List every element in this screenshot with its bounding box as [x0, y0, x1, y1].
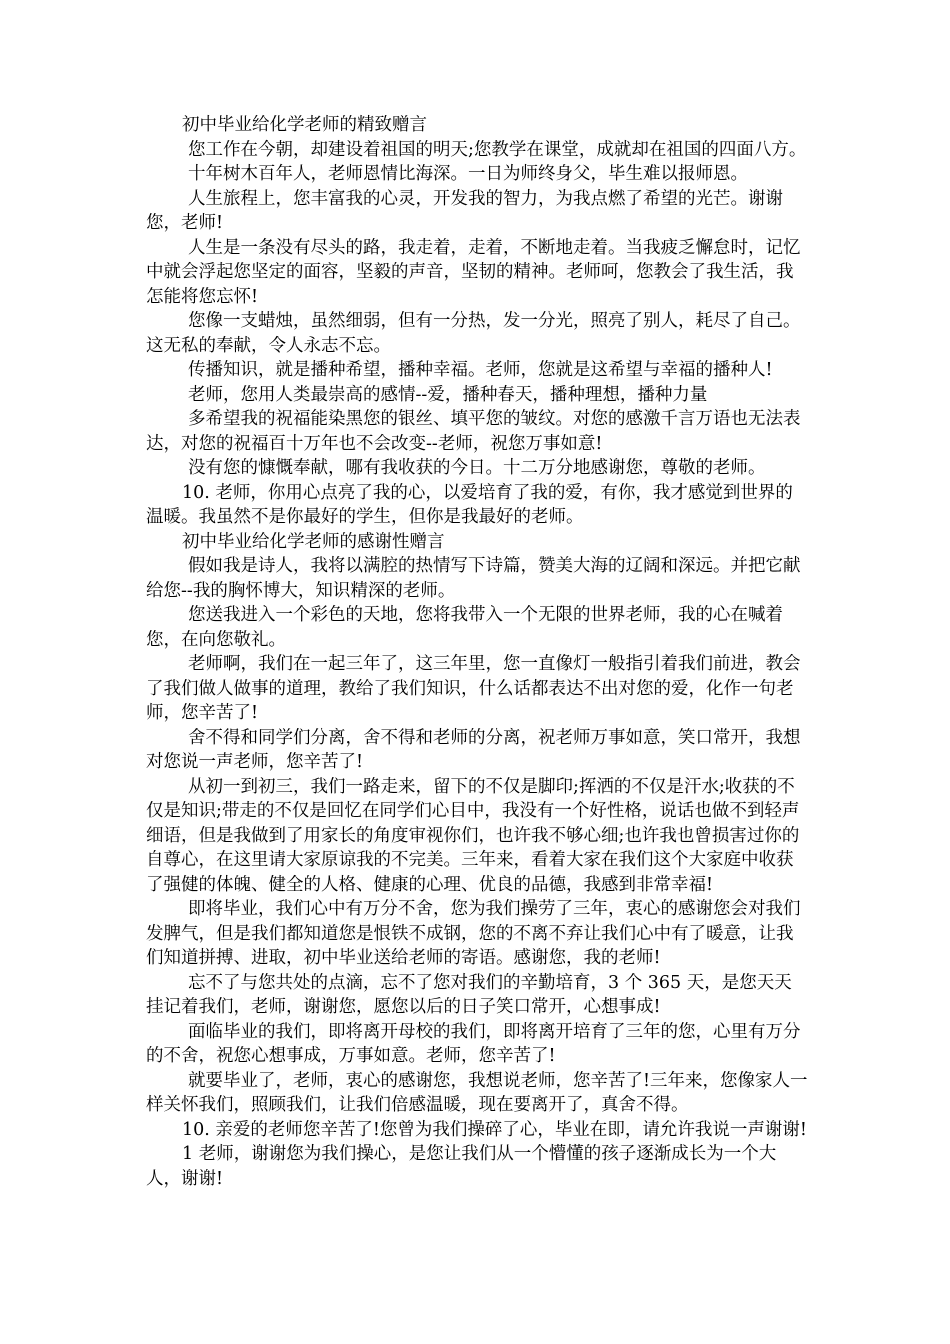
- paragraph: 多希望我的祝福能染黑您的银丝、填平您的皱纹。对您的感激千言万语也无法表达，对您的祝福百十万年也不会改变--老师，祝您万事如意!: [146, 409, 801, 454]
- paragraph: 1 老师，谢谢您为我们操心，是您让我们从一个懵懂的孩子逐渐成长为一个大人，谢谢!: [146, 1144, 777, 1189]
- paragraph: 假如我是诗人，我将以满腔的热情写下诗篇，赞美大海的辽阔和深远。并把它献给您--我的胸怀博大，知识精深的老师。: [146, 556, 801, 601]
- paragraph: 即将毕业，我们心中有万分不舍，您为我们操劳了三年，衷心的感谢您会对我们发脾气，但是我们都知道您是恨铁不成钢，您的不离不弃让我们心中有了暖意，让我们知道拼搏、进取，初中毕业送给老师的寄语。感谢您，我的老师!: [146, 899, 801, 968]
- paragraph: 人生是一条没有尽头的路，我走着，走着，不断地走着。当我疲乏懈怠时，记忆中就会浮起您坚定的面容，坚毅的声音，坚韧的精神。老师呵，您教会了我生活，我怎能将您忘怀!: [146, 237, 801, 307]
- paragraph: 舍不得和同学们分离，舍不得和老师的分离，祝老师万事如意，笑口常开，我想对您说一声老师，您辛苦了!: [146, 727, 801, 772]
- paragraph: 没有您的慷慨奉献，哪有我收获的今日。十二万分地感谢您，尊敬的老师。: [188, 458, 766, 478]
- paragraph: 您送我进入一个彩色的天地，您将我带入一个无限的世界老师，我的心在喊着您，在向您敬礼。: [146, 605, 783, 650]
- paragraph: 您工作在今朝，却建设着祖国的明天;您教学在课堂，成就却在祖国的四面八方。: [188, 139, 807, 160]
- document-body: [146, 113, 808, 1191]
- paragraph: 忘不了与您共处的点滴，忘不了您对我们的辛勤培育，3 个 365 天，是您天天挂记着我们，老师，谢谢您，愿您以后的日子笑口常开，心想事成!: [146, 972, 792, 1017]
- paragraph: 就要毕业了，老师，衷心的感谢您，我想说老师，您辛苦了!三年来，您像家人一样关怀我们，照顾我们，让我们倍感温暖，现在要离开了，真舍不得。: [146, 1070, 808, 1115]
- paragraph: 您像一支蜡烛，虽然细弱，但有一分热，发一分光，照亮了别人，耗尽了自己。这无私的奉献，令人永志不忘。: [146, 311, 801, 356]
- section-heading: 初中毕业给化学老师的精致赠言: [182, 115, 427, 135]
- paragraph: 人生旅程上，您丰富我的心灵，开发我的智力，为我点燃了希望的光芒。谢谢您，老师!: [146, 188, 783, 233]
- paragraph: 十年树木百年人，老师恩情比海深。一日为师终身父，毕生难以报师恩。: [188, 164, 748, 184]
- paragraph: 10. 亲爱的老师您辛苦了!您曾为我们操碎了心，毕业在即，请允许我说一声谢谢!: [182, 1119, 807, 1140]
- paragraph: 从初一到初三，我们一路走来，留下的不仅是脚印;挥洒的不仅是汗水;收获的不仅是知识;带走的不仅是回忆在同学们心目中，我没有一个好性格，说话也做不到轻声细语，但是我做到了用家长的角度审视你们，也许我不够心细;也许我也曾损害过你的自尊心，在这里请大家原谅我的不完美。三年来，看着大家在我们这个大家庭中收获了强健的体魄、健全的人格、健康的心理、优良的品德，我感到非常幸福!: [146, 776, 800, 895]
- paragraph: 老师，您用人类最崇高的感情--爱，播种春天，播种理想，播种力量: [188, 384, 708, 405]
- paragraph: 10. 老师，你用心点亮了我的心，以爱培育了我的爱，有你，我才感觉到世界的温暖。我虽然不是你最好的学生，但你是我最好的老师。: [146, 482, 793, 527]
- paragraph: 面临毕业的我们，即将离开母校的我们，即将离开培育了三年的您，心里有万分的不舍，祝您心想事成，万事如意。老师，您辛苦了!: [146, 1021, 801, 1066]
- paragraph: 传播知识，就是播种希望，播种幸福。老师，您就是这希望与幸福的播种人!: [188, 360, 773, 380]
- section-heading: 初中毕业给化学老师的感谢性赠言: [182, 531, 445, 552]
- paragraph: 老师啊，我们在一起三年了，这三年里，您一直像灯一般指引着我们前进，教会了我们做人做事的道理，教给了我们知识，什么话都表达不出对您的爱，化作一句老师，您辛苦了!: [146, 654, 801, 723]
